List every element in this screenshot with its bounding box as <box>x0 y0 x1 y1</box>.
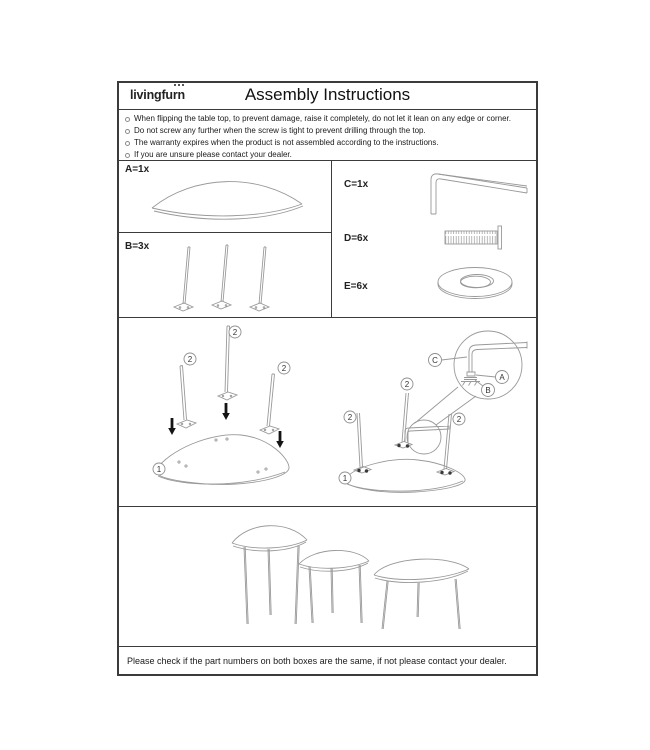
assembly-instructions-document <box>117 81 538 676</box>
leg-drawing <box>212 245 231 309</box>
note-text: The warranty expires when the product is not assembled according to the instructions. <box>134 138 439 147</box>
assembly-step-1-diagram <box>153 326 290 484</box>
washer-drawing <box>427 261 523 313</box>
leg-marker <box>453 413 465 425</box>
note-line <box>124 149 532 161</box>
table-legs-drawing <box>119 233 332 317</box>
assembly-steps <box>119 318 536 507</box>
assembled-tables-drawing <box>119 507 536 645</box>
table-top-marker <box>339 472 351 484</box>
footer-note <box>119 647 536 674</box>
down-arrow-icon <box>168 418 176 435</box>
svg-text:2: 2 <box>187 354 193 364</box>
leg-drawing <box>174 247 193 311</box>
note-line <box>124 137 532 149</box>
leg-drawing <box>354 413 371 473</box>
callout-detail-circle <box>429 331 528 399</box>
page-title: Assembly Instructions <box>244 85 411 104</box>
part-b-label: B=3x <box>125 241 150 252</box>
svg-text:2: 2 <box>347 412 353 422</box>
leg-marker <box>278 362 290 374</box>
table-top-flipped-drawing <box>155 435 289 485</box>
zoom-source-circle <box>405 420 449 454</box>
part-e-label: E=6x <box>344 281 368 292</box>
table-top-marker <box>153 463 165 475</box>
svg-text:C: C <box>432 355 438 365</box>
part-d-label: D=6x <box>344 233 369 244</box>
leg-marker <box>401 378 413 390</box>
svg-text:2: 2 <box>281 363 287 373</box>
table-top-marker <box>476 371 509 384</box>
assembly-step-2-diagram <box>339 331 527 492</box>
document-header <box>119 83 536 110</box>
part-a-label: A=1x <box>125 164 150 175</box>
assembled-tables-preview <box>119 507 536 647</box>
leg-drawing <box>260 374 279 434</box>
logo-text: livingfurn <box>130 88 185 102</box>
circle-bullet-icon <box>125 153 130 158</box>
note-line <box>124 125 532 137</box>
table-tall-drawing <box>232 526 307 624</box>
screw-drawing <box>437 221 515 255</box>
note-line <box>124 113 532 125</box>
down-arrow-icon <box>222 403 230 420</box>
table-low-drawing <box>374 559 469 629</box>
svg-text:1: 1 <box>342 473 348 483</box>
screw-washer-joint-drawing <box>461 372 480 386</box>
part-a-cell <box>119 161 331 233</box>
hex-key-drawing <box>469 342 527 373</box>
hex-key-marker <box>429 354 468 367</box>
leg-marker <box>475 380 495 397</box>
assembly-step-diagrams <box>119 318 536 505</box>
svg-text:2: 2 <box>232 327 238 337</box>
footer-text: Please check if the part numbers on both boxes are the same, if not please contact your dealer. <box>127 655 507 666</box>
warning-notes <box>119 110 536 161</box>
circle-bullet-icon <box>125 141 130 146</box>
part-b-cell <box>119 233 331 317</box>
leg-drawing <box>395 393 412 448</box>
svg-text:2: 2 <box>456 414 462 424</box>
leg-marker <box>344 411 356 423</box>
svg-text:B: B <box>485 385 491 395</box>
svg-text:A: A <box>499 372 505 382</box>
parts-left-column <box>119 161 332 317</box>
note-text: If you are unsure please contact your dealer. <box>134 150 292 159</box>
leg-drawing <box>177 366 196 429</box>
callout-connector-lines <box>415 387 476 425</box>
leg-drawing <box>250 247 269 311</box>
circle-bullet-icon <box>125 129 130 134</box>
down-arrow-icon <box>276 431 284 448</box>
leg-marker <box>184 353 196 365</box>
leg-marker <box>229 326 241 338</box>
note-text: Do not screw any further when the screw is tight to prevent drilling through the top. <box>134 126 426 135</box>
parts-right-column <box>332 161 536 317</box>
svg-text:1: 1 <box>156 464 162 474</box>
part-c-label: C=1x <box>344 179 369 190</box>
circle-bullet-icon <box>125 117 130 122</box>
parts-list <box>119 161 536 318</box>
note-text: When flipping the table top, to prevent damage, raise it completely, do not let it lean on any edge or corner. <box>134 114 511 123</box>
table-top-drawing <box>119 161 332 231</box>
svg-text:2: 2 <box>404 379 410 389</box>
table-medium-drawing <box>299 550 369 623</box>
hex-key-drawing <box>417 164 535 220</box>
